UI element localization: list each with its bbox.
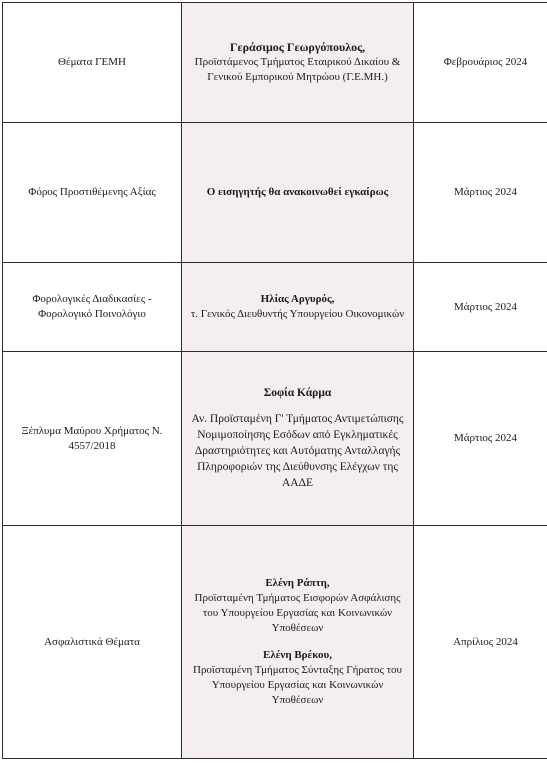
date-text: Φεβρουάριος 2024 (443, 56, 528, 68)
date-text: Απρίλιος 2024 (453, 635, 518, 648)
topic-cell (3, 526, 182, 759)
speaker-cell (182, 123, 414, 263)
date-cell (414, 263, 547, 352)
speaker-block (188, 386, 407, 491)
date-cell (414, 123, 547, 263)
speaker-role: τ. Γενικός Διευθυντής Υπουργείου Οικονομικών (190, 308, 405, 320)
seminar-schedule-table (2, 2, 547, 759)
speaker-block (188, 576, 407, 636)
topic-text: Φορολογικές Διαδικασίες - Φορολογικό Ποινολόγιο (32, 293, 152, 320)
speaker-role: Αν. Προϊσταμένη Γ' Τμήματος Αντιμετώπισης Νομιμοποίησης Εσόδων από Εγκληματικές Δραστηριότητες και Αυτόματης Ανταλλαγής Πληροφοριών της Διεύθυνσης Ελέγχων της ΑΑΔΕ (191, 413, 404, 489)
topic-text: Φόρος Προστιθέμενης Αξίας (28, 186, 156, 198)
table-row (3, 3, 547, 123)
speaker-block (188, 648, 407, 708)
speaker-name: Γεράσιμος Γεωργόπουλος, (229, 40, 366, 54)
speaker-block (188, 185, 407, 200)
speaker-role: Προϊσταμένη Τμήματος Εισφορών Ασφάλισης του Υπουργείου Εργασίας και Κοινωνικών Υποθέσεων (194, 592, 401, 634)
date-text: Μάρτιος 2024 (453, 432, 518, 444)
topic-text: Ασφαλιστικά Θέματα (44, 635, 140, 648)
speaker-cell (182, 3, 414, 123)
speaker-role: Προϊσταμένη Τμήματος Σύνταξης Γήρατος του Υπουργείου Εργασίας και Κοινωνικών Υποθέσεων (193, 664, 402, 706)
speaker-role: Προϊστάμενος Τμήματος Εταιρικού Δικαίου & Γενικού Εμπορικού Μητρώου (Γ.Ε.ΜΗ.) (194, 56, 401, 83)
date-text: Μάρτιος 2024 (453, 300, 518, 313)
speaker-block (188, 292, 407, 322)
topic-cell (3, 352, 182, 526)
table-row (3, 263, 547, 352)
speaker-block (188, 40, 407, 85)
date-cell (414, 352, 547, 526)
speaker-name: Ηλίας Αργυρός, (260, 293, 335, 305)
speaker-name: Ο εισηγητής θα ανακοινωθεί εγκαίρως (206, 186, 389, 198)
table-row (3, 123, 547, 263)
date-cell (414, 526, 547, 759)
table-row (3, 526, 547, 759)
speaker-name: Ελένη Βρέκου, (262, 649, 333, 661)
topic-cell (3, 263, 182, 352)
topic-text: Θέματα ΓΕΜΗ (58, 56, 126, 68)
date-text: Μάρτιος 2024 (453, 186, 518, 198)
date-cell (414, 3, 547, 123)
speaker-name: Σοφία Κάρμα (263, 387, 332, 399)
table-row (3, 352, 547, 526)
topic-cell (3, 3, 182, 123)
speaker-cell (182, 263, 414, 352)
speaker-name: Ελένη Ράπτη, (265, 577, 330, 589)
speaker-cell (182, 352, 414, 526)
topic-cell (3, 123, 182, 263)
speaker-cell (182, 526, 414, 759)
topic-text: Ξέπλυμα Μαύρου Χρήματος Ν. 4557/2018 (21, 424, 163, 452)
